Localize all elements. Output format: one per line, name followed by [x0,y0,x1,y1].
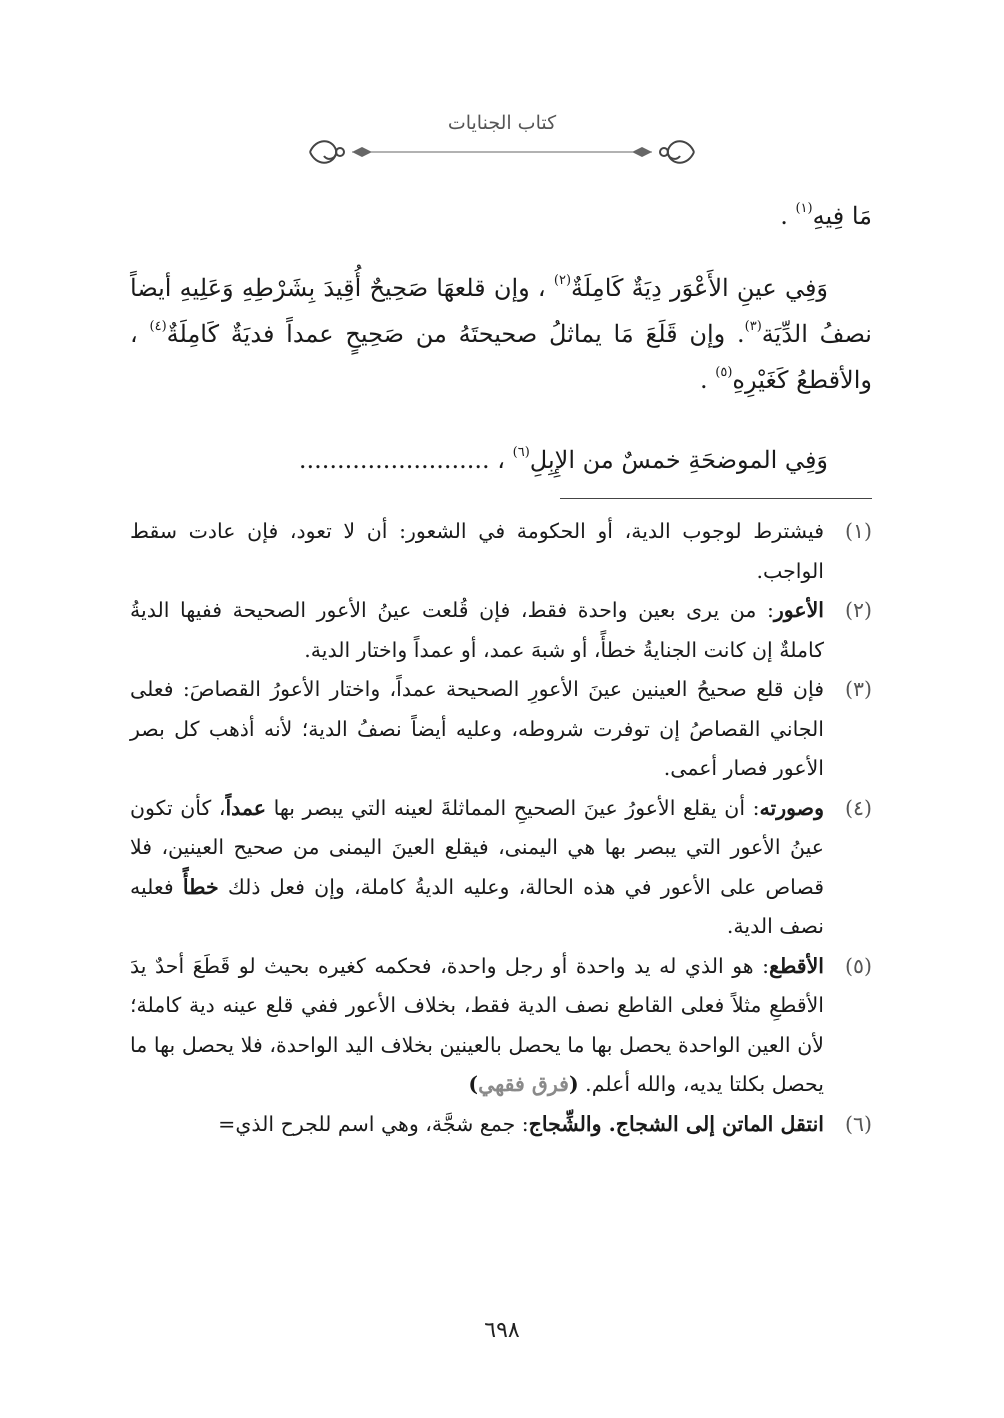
footnote-4 [130,789,872,947]
footnote-term: وصورته [759,795,824,820]
footnote-term: خطأً [182,874,219,899]
footnote-5 [130,947,872,1105]
main-text: ، وإن قلعهَا صَحِيحٌ أُقِيدَ بِشَرْطِهِ وَعَلِيهِ أيضاً نصفُ الدِّيَة [130,274,872,348]
page-number: ٦٩٨ [484,1318,520,1343]
bracket: ) [468,1072,479,1096]
running-header-title: كتاب الجنايات [447,112,557,134]
category-tag: فرق فقهي [478,1072,569,1096]
footnote-text: ، كأن تكون عينُ الأعور التي يبصر بها هي اليمنى، فيقلع العينَ اليمنى من صحيح العينين، فلا قصاص على الأعور في هذه الحالة، وعليه الديةُ كاملة، وإن فعل ذلك [130,795,825,899]
header-ornament-icon [300,130,704,174]
main-paragraph-3 [130,437,872,483]
footnote-text: : من يرى بعين واحدة فقط، فإن قُلعت عينُ الأعور الصحيحة ففيها الديةُ كاملةٌ إن كانت الجنايةُ خطأً، أو شبهَ عمد، أو عمداً واختار الدية. [130,598,824,662]
footnote-term: الأقطع [769,953,824,978]
footnote-text: فإن قلع صحيحُ العينين عينَ الأعورِ الصحيحة عمداً، واختار الأعورُ القصاصَ: فعلى الجاني القصاصُ إن توفرت شروطه، وعليه أيضاً نصفُ الدية؛ لأنه أذهب كل بصر الأعور فصار أعمى. [130,677,824,780]
main-text: . وإن قَلَعَ مَا يماثلُ صحيحتَهُ من صَحِيحٍ عمداً فديَةٌ كَامِلَةٌ [166,320,745,348]
punctuation: . [780,202,788,230]
footnote-number: (٣) [844,677,872,701]
footnote-text: فعليه نصف الدية. [130,874,824,938]
footnote-term: الأعور [773,598,824,622]
footnote-number: (٤) [844,795,872,820]
bracket: ( [568,1072,579,1096]
main-text: وَفِي الموضحَةِ خمسٌ من الإِبِلِ [529,446,828,474]
footnote-marker: (٦) [512,445,530,460]
footnote-1 [130,512,872,591]
footnote-term: انتقل الماتن إلى الشجاج. والشِّجاج [528,1111,824,1136]
footnote-number: (٢) [844,598,872,622]
footnote-marker: (٤) [149,319,167,334]
punctuation: . [700,366,708,394]
main-text: وَفِي عينِ الأَعْوَر دِيَةٌ كَامِلَةٌ [571,274,829,302]
footnote-2 [130,591,872,670]
footnote-3 [130,670,872,789]
footnote-text: : جمع شجَّة، وهي اسم للجرح الذي= [218,1111,529,1136]
footnote-separator [560,498,872,499]
footnote-number: (٥) [844,953,872,978]
main-paragraph-2 [130,265,872,403]
footnote-number: (١) [844,519,872,543]
main-text: مَا فِيهِ [812,202,872,230]
footnote-marker: (٥) [715,365,733,380]
footnote-text: : أن يقلع الأعورُ عينَ الصحيحِ المماثلةَ لعينه التي يبصر بها [266,795,760,820]
footnote-6 [130,1105,872,1145]
footnote-text: فيشترط لوجوب الدية، أو الحكومة في الشعور: أن لا تعود، فإن عادت سقط الواجب. [130,519,824,583]
footnotes-section [130,512,872,1144]
main-text-line-1 [130,193,872,239]
footnote-text: : هو الذي له يد واحدة أو رجل واحدة، فحكمه كغيره بحيث لو قَطَعَ أحدٌ يدَ الأقطعِ مثلاً فعلى القاطع نصف الدية فقط، بخلاف الأعور ففي قلع عينه دية كاملة؛ لأن العين الواحدة يحصل بها ما يحصل بالعينين بخلاف اليد الواحدة، فلا يحصل بها ما يحصل بكلتا يديه، والله أعلم. [130,953,824,1096]
main-text: ، والأقطعُ كَغَيْرِهِ [130,320,872,394]
dotted-leader: ، ......................... [298,446,505,474]
footnote-marker: (٢) [553,273,572,288]
footnote-number: (٦) [844,1111,872,1136]
footnote-marker: (٣) [744,319,762,334]
footnote-term: عمداً [225,795,267,820]
footnote-marker: (١) [795,201,813,216]
